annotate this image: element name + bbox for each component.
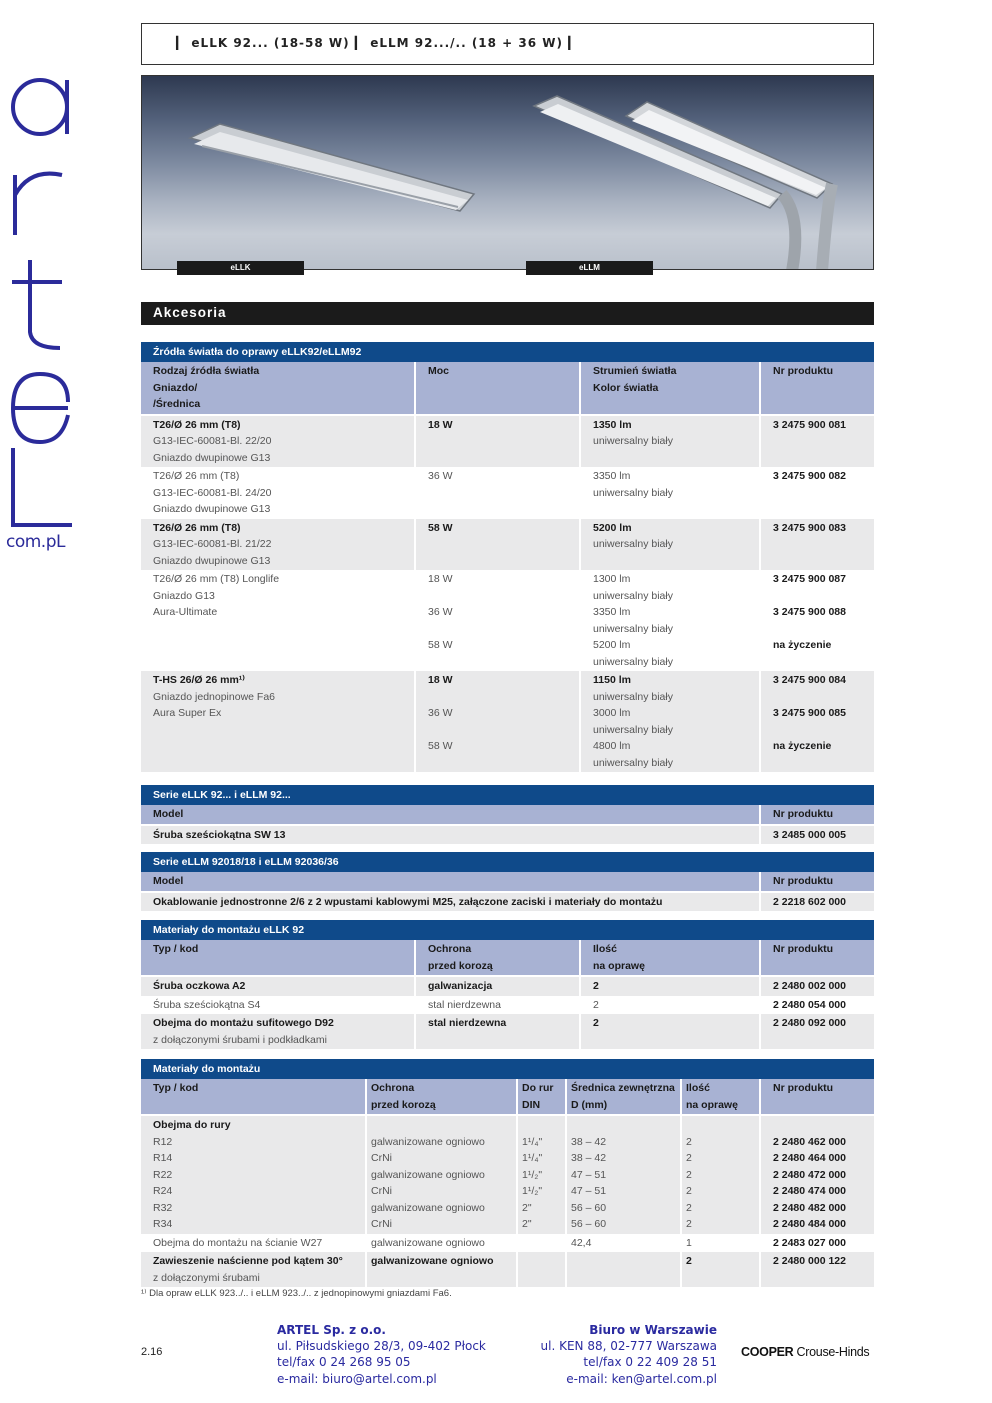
street: ul. KEN 88, 02-777 Warszawa [540, 1339, 717, 1354]
col-header-flux: Strumień światła Kolor światła [580, 362, 760, 415]
table-row [141, 1234, 874, 1253]
product-number: 2 2480 000 122 [760, 1252, 874, 1287]
lamp-power: 18 W 36 W 58 W [415, 570, 580, 671]
email-link[interactable]: e-mail: biuro@artel.com.pl [277, 1371, 437, 1386]
luminaires-illustration [142, 76, 874, 270]
item-quantity: 2 [681, 1252, 760, 1287]
product-number: 2 2480 092 000 [760, 1014, 874, 1049]
phone: tel/fax 0 24 268 95 05 [277, 1355, 411, 1370]
item-quantity: 1 [681, 1234, 760, 1253]
lamp-power: 18 W [428, 674, 453, 686]
col-header-model: Model [141, 805, 760, 825]
item-quantity: 2 [580, 996, 760, 1015]
item-name: Śruba sześciokątna S4 [141, 996, 415, 1015]
item-protection: stal nierdzewna [415, 1014, 580, 1049]
table-row [141, 892, 874, 912]
item-name: Zawieszenie naścienne pod kątem 30° [153, 1255, 343, 1267]
col-header-product-no: Nr produktu [760, 872, 874, 892]
table-row [141, 570, 874, 671]
lamp-flux: 5200 lm [593, 521, 632, 534]
col-header-model: Model [141, 872, 760, 892]
lamp-type: T26/Ø 26 mm (T8) [153, 418, 241, 431]
lamp-flux: 1350 lm [593, 418, 632, 431]
item-codes: R12 R14 R22 R24 R32 R34 [153, 1135, 173, 1230]
product-number: 3 2475 900 087 3 2475 900 088 na życzenie [760, 570, 874, 671]
table-row [141, 519, 874, 571]
item-name: Śruba oczkowa A2 [141, 976, 415, 996]
office-name: Biuro w Warszawie [589, 1323, 717, 1337]
table-row [141, 1115, 874, 1234]
item-protection: stal nierdzewna [415, 996, 580, 1015]
street: ul. Piłsudskiego 28/3, 09-402 Płock [277, 1339, 486, 1354]
lamp-flux-more: uniwersalny biały 3000 lm uniwersalny biały 4800 lm uniwersalny biały [593, 690, 673, 769]
lamp-color: uniwersalny biały [593, 538, 673, 550]
logo-domain: com.pL [6, 532, 65, 552]
table-row [141, 825, 874, 845]
item-name: Obejma do montażu na ścianie W27 [141, 1234, 366, 1253]
item-diameter: 38 – 42 38 – 42 47 – 51 47 – 51 56 – 60 56 – 60 [566, 1115, 681, 1234]
item-name: Obejma do montażu sufitowego D92 [153, 1017, 334, 1029]
product-number: 3 2475 900 081 [760, 415, 874, 468]
table-mounting-ellk [141, 920, 874, 1049]
item-quantity: 2 [580, 976, 760, 996]
cooper-logo-bold: COOPER [741, 1345, 794, 1359]
email-link[interactable]: e-mail: ken@artel.com.pl [566, 1371, 717, 1386]
lamp-type: T26/Ø 26 mm (T8) Longlife Gniazdo G13 Aura-Ultimate [141, 570, 415, 671]
address-warsaw [541, 1322, 717, 1387]
item-din [517, 1252, 566, 1287]
table-row [141, 976, 874, 996]
col-header-protection: Ochrona przed korozą [366, 1079, 517, 1115]
table-title: Materiały do montażu [141, 1059, 874, 1079]
lamp-power-more: 36 W 58 W [428, 707, 453, 752]
item-din [517, 1234, 566, 1253]
table-row [141, 415, 874, 468]
photo-label-ellk: eLLK [177, 261, 304, 275]
lamp-type: T-HS 26/Ø 26 mm¹⁾ [153, 674, 245, 686]
product-number: 2 2483 027 000 [760, 1234, 874, 1253]
page-number: 2.16 [141, 1346, 163, 1358]
lamp-details: Gniazdo jednopinowe Fa6 Aura Super Ex [153, 690, 276, 719]
table-title: Źródła światła do oprawy eLLK92/eLLM92 [141, 342, 874, 362]
table-header-row [141, 940, 874, 976]
product-number: 3 2485 000 005 [760, 825, 874, 845]
page-header [141, 23, 874, 65]
company-name: ARTEL Sp. z o.o. [277, 1323, 386, 1337]
col-header-type: Typ / kod [141, 940, 415, 976]
lamp-power: 58 W [415, 519, 580, 571]
item-diameter [566, 1252, 681, 1287]
item-protection: galwanizowane ogniowo [366, 1252, 517, 1287]
item-protection: galwanizowane ogniowo [366, 1234, 517, 1253]
photo-label-ellm: eLLM [526, 261, 653, 275]
col-header-type: Typ / kod [141, 1079, 366, 1115]
address-plock [277, 1322, 486, 1387]
footnote: ¹⁾ Dla opraw eLLK 923../.. i eLLM 923../.. z jednopinowymi gniazdami Fa6. [141, 1288, 452, 1299]
col-header-quantity: Ilość na oprawę [681, 1079, 760, 1115]
artel-logo [0, 70, 80, 570]
table-header-row [141, 805, 874, 825]
col-header-product-no: Nr produktu [760, 940, 874, 976]
lamp-color: uniwersalny biały [593, 435, 673, 447]
col-header-din: Do rur DIN [517, 1079, 566, 1115]
table-row [141, 1252, 874, 1287]
table-title: Serie eLLK 92... i eLLM 92... [141, 785, 874, 805]
table-series-cabling [141, 852, 874, 911]
col-header-product-no: Nr produktu [760, 1079, 874, 1115]
item-protection: galwanizowane ogniowo CrNi galwanizowane ogniowo CrNi galwanizowane ogniowo CrNi [366, 1115, 517, 1234]
table-light-sources [141, 342, 874, 772]
item-din: 1¹/₄" 1¹/₄" 1¹/₂" 1¹/₂" 2" 2" [517, 1115, 566, 1234]
phone: tel/fax 0 22 409 28 51 [583, 1355, 717, 1370]
item-diameter: 42,4 [566, 1234, 681, 1253]
product-number: 2 2480 054 000 [760, 996, 874, 1015]
product-number: 3 2475 900 083 [760, 519, 874, 571]
table-header-row [141, 872, 874, 892]
lamp-flux: 3350 lm uniwersalny biały [580, 467, 760, 519]
table-row [141, 671, 874, 772]
lamp-details: G13-IEC-60081-Bl. 22/20 Gniazdo dwupinowe G13 [153, 435, 272, 464]
table-row [141, 996, 874, 1015]
lamp-type: T26/Ø 26 mm (T8) G13-IEC-60081-Bl. 24/20 Gniazdo dwupinowe G13 [141, 467, 415, 519]
table-mounting [141, 1059, 874, 1287]
item-name: Obejma do rury [153, 1119, 231, 1131]
product-number: 3 2475 900 084 3 2475 900 085 na życzenie [760, 671, 874, 772]
col-header-product-no: Nr produktu [760, 362, 874, 415]
product-number: 2 2218 602 000 [760, 892, 874, 912]
item-quantity: 2 [580, 1014, 760, 1049]
col-header-product-no: Nr produktu [760, 805, 874, 825]
table-header-row [141, 362, 874, 415]
col-header-type: Rodzaj źródła światła Gniazdo/ /Średnica [141, 362, 415, 415]
table-title: Materiały do montażu eLLK 92 [141, 920, 874, 940]
lamp-details: G13-IEC-60081-Bl. 21/22 Gniazdo dwupinowe G13 [153, 538, 272, 567]
product-photo [141, 75, 874, 270]
cooper-logo [741, 1345, 869, 1359]
col-header-protection: Ochrona przed korozą [415, 940, 580, 976]
product-number: 3 2475 900 082 [760, 467, 874, 519]
lamp-flux: 1300 lm uniwersalny biały 3350 lm uniwersalny biały 5200 lm uniwersalny biały [580, 570, 760, 671]
model-name: Śruba sześciokątna SW 13 [141, 825, 760, 845]
item-details: z dołączonymi śrubami i podkładkami [153, 1033, 327, 1046]
table-header-row [141, 1079, 874, 1115]
lamp-flux: 1150 lm [593, 674, 631, 686]
col-header-quantity: Ilość na oprawę [580, 940, 760, 976]
product-number: 2 2480 002 000 [760, 976, 874, 996]
col-header-power: Moc [415, 362, 580, 415]
lamp-power: 36 W [415, 467, 580, 519]
lamp-type: T26/Ø 26 mm (T8) [153, 521, 241, 534]
table-row [141, 1014, 874, 1049]
table-title: Serie eLLM 92018/18 i eLLM 92036/36 [141, 852, 874, 872]
item-quantity: 2 2 2 2 2 2 [681, 1115, 760, 1234]
table-series-screw [141, 785, 874, 844]
lamp-power: 18 W [415, 415, 580, 468]
product-number: 2 2480 462 000 2 2480 464 000 2 2480 472 000 2 2480 474 000 2 2480 482 000 2 2480 484 000 [760, 1115, 874, 1234]
cooper-logo-rest: Crouse-Hinds [793, 1345, 870, 1359]
col-header-diameter: Średnica zewnętrzna D (mm) [566, 1079, 681, 1115]
model-name: Okablowanie jednostronne 2/6 z 2 wpustami kablowymi M25, załączone zaciski i materiały do montażu [141, 892, 760, 912]
page-title: ▎ eLLK 92... (18-58 W) ▎ eLLM 92.../.. (18 + 36 W) ▎ [176, 36, 579, 50]
section-heading: Akcesoria [141, 302, 874, 325]
table-row [141, 467, 874, 519]
item-details: z dołączonymi śrubami [153, 1271, 260, 1284]
item-protection: galwanizacja [415, 976, 580, 996]
